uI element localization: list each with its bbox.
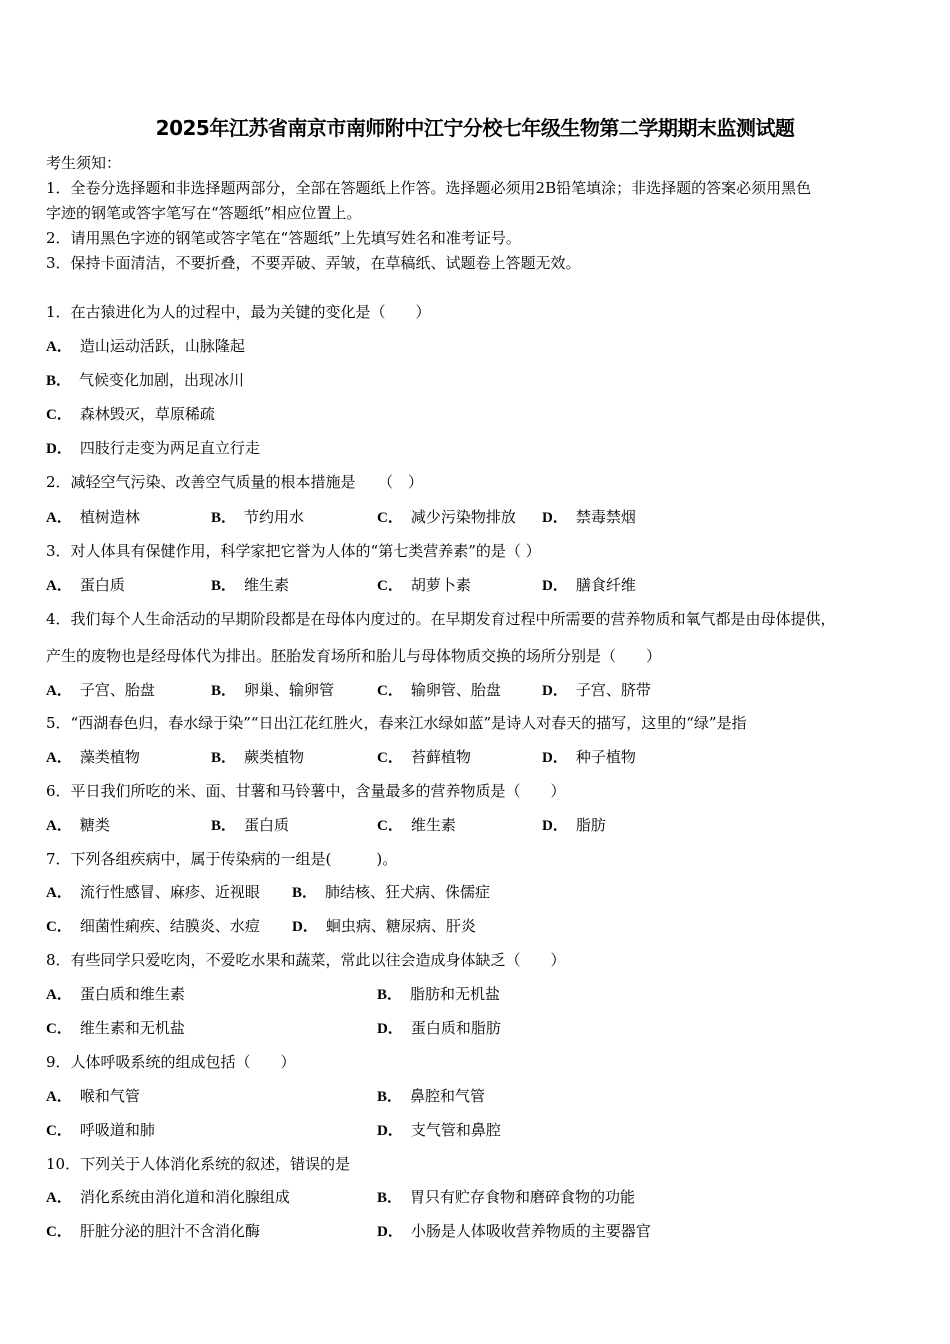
option-item: A． 流行性感冒、麻疹、近视眼 [46, 883, 260, 901]
option-item: A． 消化系统由消化道和消化腺组成 [46, 1188, 290, 1206]
option-item: B． 蛋白质 [211, 816, 290, 834]
option-item: D． 四肢行走变为两足直立行走 [46, 439, 260, 457]
option-item: B． 节约用水 [211, 508, 305, 526]
question-stem: 4．我们每个人生命活动的早期阶段都是在母体内度过的。在早期发育过程中所需要的营养物质和氧气都是由母体提供， [46, 610, 836, 628]
option-item: D． 蛔虫病、糖尿病、肝炎 [292, 917, 476, 935]
option-item: D． 膳食纤维 [542, 576, 636, 594]
option-item: C． 呼吸道和肺 [46, 1121, 155, 1139]
option-item: C． 肝脏分泌的胆汁不含消化酶 [46, 1222, 260, 1240]
page-title: 2025年江苏省南京市南师附中江宁分校七年级生物第二学期期末监测试题 [155, 116, 795, 140]
option-item: C． 胡萝卜素 [377, 576, 471, 594]
question-stem: 2．减轻空气污染、改善空气质量的根本措施是 （ ） [46, 473, 424, 491]
option-item: D． 蛋白质和脂肪 [377, 1019, 501, 1037]
option-item: D． 种子植物 [542, 748, 636, 766]
option-item: B． 鼻腔和气管 [377, 1087, 486, 1105]
option-item: B． 维生素 [211, 576, 290, 594]
option-item: A． 糖类 [46, 816, 110, 834]
option-item: D． 支气管和鼻腔 [377, 1121, 501, 1139]
option-item: D． 禁毒禁烟 [542, 508, 636, 526]
option-item: C． 减少污染物排放 [377, 508, 516, 526]
notice-heading: 考生须知： [46, 154, 122, 172]
question-stem: 1．在古猿进化为人的过程中，最为关键的变化是（ ） [46, 303, 431, 321]
option-item: C． 苔藓植物 [377, 748, 471, 766]
question-stem: 6．平日我们所吃的米、面、甘薯和马铃薯中，含量最多的营养物质是（ ） [46, 782, 566, 800]
option-item: A． 植树造林 [46, 508, 140, 526]
question-stem: 7．下列各组疾病中，属于传染病的一组是( )。 [46, 850, 398, 868]
option-item: C． 森林毁灭，草原稀疏 [46, 405, 215, 423]
option-item: B． 脂肪和无机盐 [377, 985, 501, 1003]
option-item: A． 喉和气管 [46, 1087, 140, 1105]
option-item: A． 蛋白质 [46, 576, 125, 594]
option-item: C． 维生素 [377, 816, 456, 834]
question-stem: 10．下列关于人体消化系统的叙述，错误的是 [46, 1155, 351, 1173]
option-item: D． 小肠是人体吸收营养物质的主要器官 [377, 1222, 651, 1240]
option-item: A． 蛋白质和维生素 [46, 985, 185, 1003]
option-item: B． 卵巢、输卵管 [211, 681, 335, 699]
question-stem: 9．人体呼吸系统的组成包括（ ） [46, 1053, 296, 1071]
option-item: A． 造山运动活跃，山脉隆起 [46, 337, 245, 355]
option-item: B． 蕨类植物 [211, 748, 305, 766]
notice-item: 2．请用黑色字迹的钢笔或答字笔在“答题纸”上先填写姓名和准考证号。 [46, 229, 521, 247]
notice-item: 字迹的钢笔或答字笔写在“答题纸”相应位置上。 [46, 204, 362, 222]
option-item: A． 子宫、胎盘 [46, 681, 155, 699]
option-item: B． 肺结核、狂犬病、侏儒症 [292, 883, 491, 901]
notice-item: 1．全卷分选择题和非选择题两部分，全部在答题纸上作答。选择题必须用2B铅笔填涂；非选择题的答案必须用黑色 [46, 179, 812, 197]
question-stem: 8．有些同学只爱吃肉，不爱吃水果和蔬菜，常此以往会造成身体缺乏（ ） [46, 951, 566, 969]
option-item: B． 气候变化加剧，出现冰川 [46, 371, 245, 389]
option-item: B． 胃只有贮存食物和磨碎食物的功能 [377, 1188, 636, 1206]
notice-item: 3．保持卡面清洁，不要折叠，不要弄破、弄皱，在草稿纸、试题卷上答题无效。 [46, 254, 581, 272]
option-item: C． 维生素和无机盐 [46, 1019, 185, 1037]
option-item: A． 藻类植物 [46, 748, 140, 766]
option-item: D． 子宫、脐带 [542, 681, 651, 699]
question-stem: 5．“西湖春色归，春水绿于染”“日出江花红胜火，春来江水绿如蓝”是诗人对春天的描写，这里的“绿”是指 [46, 714, 747, 732]
option-item: D． 脂肪 [542, 816, 606, 834]
option-item: C． 细菌性痢疾、结膜炎、水痘 [46, 917, 260, 935]
option-item: C． 输卵管、胎盘 [377, 681, 501, 699]
question-stem: 产生的废物也是经母体代为排出。胚胎发育场所和胎儿与母体物质交换的场所分别是（ ） [46, 647, 662, 665]
question-stem: 3．对人体具有保健作用，科学家把它誉为人体的“第七类营养素”的是（ ） [46, 542, 541, 560]
